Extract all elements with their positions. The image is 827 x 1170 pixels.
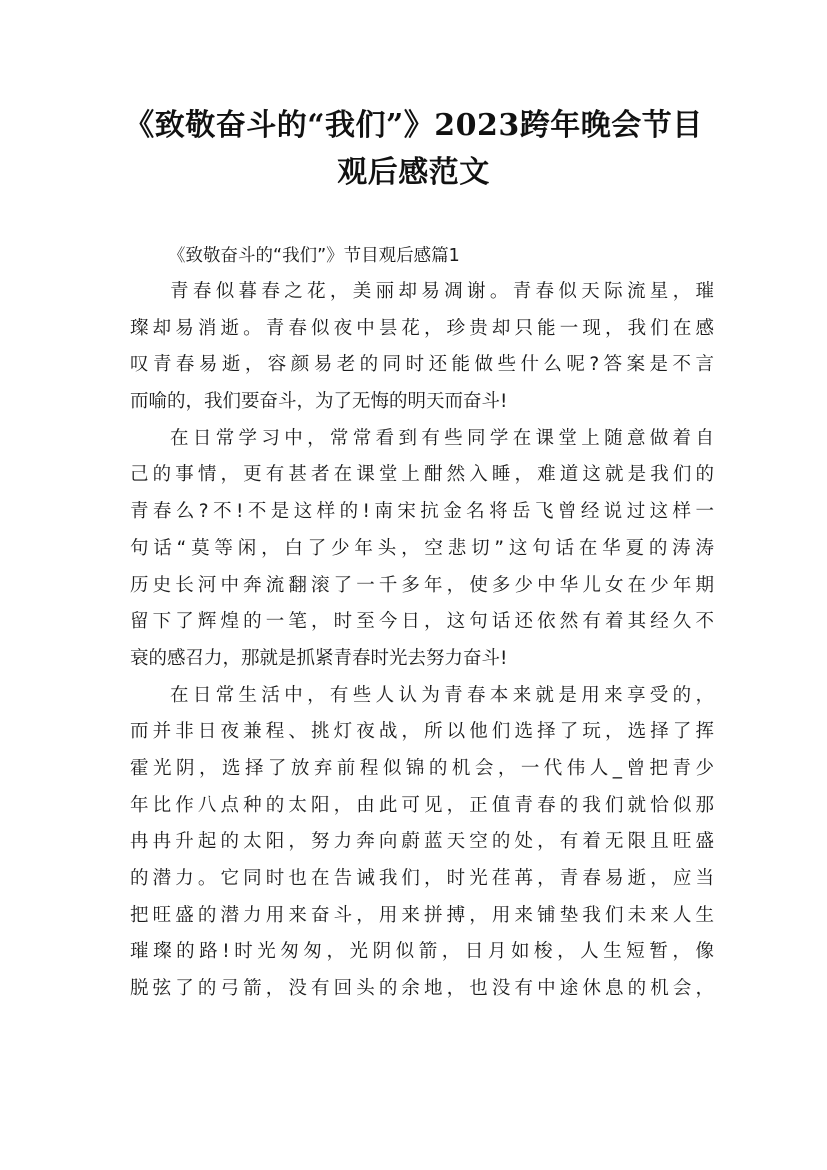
text-line: 把旺盛的潜力用来奋斗，用来拼搏，用来铺垫我们未来人生: [130, 904, 714, 926]
section-heading: 《致敬奋斗的“我们”》节目观后感篇1: [168, 246, 460, 266]
text-line: 句话“莫等闲，白了少年头，空悲切”这句话在华夏的涛涛: [130, 537, 714, 559]
text-line: 而并非日夜兼程、挑灯夜战，所以他们选择了玩，选择了挥: [130, 721, 714, 743]
title-line-1: 《致敬奋斗的“我们”》2023跨年晚会节目: [124, 108, 703, 143]
paragraph-3: [130, 678, 714, 1008]
text-line: 青春似暮春之花，美丽却易凋谢。青春似天际流星，璀: [170, 281, 714, 302]
text-line: 的潜力。它同时也在告诫我们，时光荏苒，青春易逝，应当: [130, 868, 714, 889]
text-line: 璀璨的路!时光匆匆，光阴似箭，日月如梭，人生短暂，像: [130, 941, 714, 963]
paragraph-1: [130, 274, 714, 421]
text-line: 在日常生活中，有些人认为青春本来就是用来享受的，: [170, 684, 714, 706]
document-body: [130, 241, 714, 1008]
document-title: [100, 102, 727, 196]
paragraph-2: [130, 421, 714, 678]
text-line: 脱弦了的弓箭，没有回头的余地，也没有中途休息的机会，: [130, 978, 714, 1000]
text-line: 冉冉升起的太阳，努力奔向蔚蓝天空的处，有着无限且旺盛: [130, 831, 714, 853]
text-line: 衰的感召力，那就是抓紧青春时光去努力奋斗!: [130, 647, 508, 669]
text-line: 历史长河中奔流翻滚了一千多年，使多少中华儿女在少年期: [130, 574, 714, 596]
text-line: 己的事情，更有甚者在课堂上酣然入睡，难道这就是我们的: [130, 464, 714, 486]
text-line: 年比作八点种的太阳，由此可见，正值青春的我们就恰似那: [130, 794, 714, 816]
text-line: 青春么?不!不是这样的!南宋抗金名将岳飞曾经说过这样一: [130, 501, 714, 523]
text-line: 璨却易消逝。青春似夜中昙花，珍贵却只能一现，我们在感: [130, 317, 714, 339]
text-line: 在日常学习中，常常看到有些同学在课堂上随意做着自: [170, 427, 714, 449]
text-line: 而喻的，我们要奋斗，为了无悔的明天而奋斗!: [130, 391, 508, 413]
text-line: 叹青春易逝，容颜易老的同时还能做些什么呢?答案是不言: [130, 354, 714, 376]
title-line-2: 观后感范文: [337, 155, 490, 190]
text-line: 留下了辉煌的一笔，时至今日，这句话还依然有着其经久不: [130, 611, 714, 633]
text-line: 霍光阴，选择了放弃前程似锦的机会，一代伟人_曾把青少: [130, 757, 714, 779]
